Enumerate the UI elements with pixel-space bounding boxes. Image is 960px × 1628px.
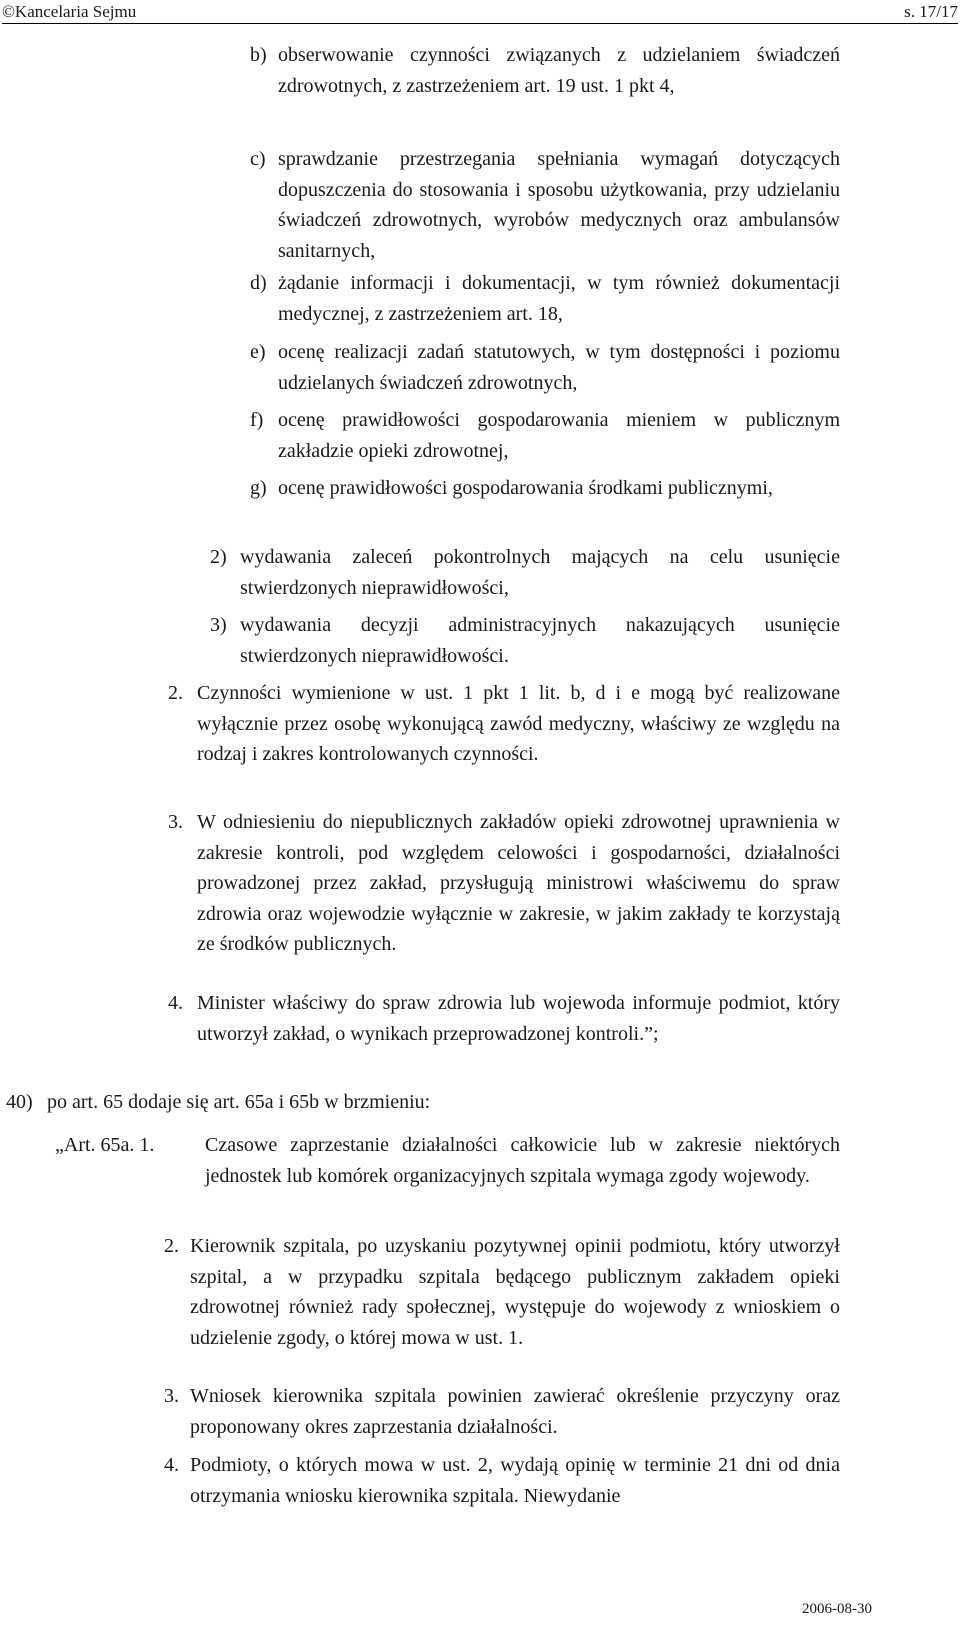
item-text: Czynności wymienione w ust. 1 pkt 1 lit. b, d i e mogą być realizowane wyłącznie przez osobę wykonującą zawód medyczny, właściwy ze względu na rodzaj i zakres kontrolowanych czynności.: [197, 682, 840, 765]
item-label: 4.: [168, 992, 183, 1014]
item-text: ocenę prawidłowości gospodarowania mieniem w publicznym zakładzie opieki zdrowotnej,: [278, 409, 840, 462]
item-g: [250, 473, 840, 504]
item-text: wydawania zaleceń pokontrolnych mających na celu usunięcie stwierdzonych nieprawidłowości,: [240, 546, 840, 599]
point-3: [210, 610, 840, 671]
page-number: s. 17/17: [904, 2, 958, 21]
item-d: [250, 268, 840, 329]
item-label: 2.: [168, 682, 183, 704]
item-text: sprawdzanie przestrzegania spełniania wymagań dotyczących dopuszczenia do stosowania i sposobu użytkowania, przy udzielaniu świadczeń zdrowotnych, wyrobów medycznych oraz ambulansów sanitarnych,: [278, 148, 840, 262]
item-label: 40): [6, 1091, 33, 1113]
item-text: Wniosek kierownika szpitala powinien zawierać określenie przyczyny oraz proponowany okres zaprzestania działalności.: [190, 1385, 840, 1438]
point-2: [210, 542, 840, 603]
copyright-label: ©Kancelaria Sejmu: [2, 2, 137, 21]
item-text: żądanie informacji i dokumentacji, w tym również dokumentacji medycznej, z zastrzeżeniem art. 18,: [278, 272, 840, 325]
article-65a-section-2: [164, 1231, 840, 1353]
item-label: 2.: [164, 1235, 179, 1257]
page-header: [2, 2, 958, 22]
item-text: wydawania decyzji administracyjnych nakazujących usunięcie stwierdzonych nieprawidłowości.: [240, 614, 840, 667]
header-rule: [2, 23, 958, 24]
item-f: [250, 405, 840, 466]
article-65a-section-4: [164, 1450, 840, 1511]
article-65a-section-3: [164, 1381, 840, 1442]
item-label: 2): [210, 546, 227, 568]
item-text: ocenę realizacji zadań statutowych, w tym dostępności i poziomu udzielanych świadczeń zdrowotnych,: [278, 341, 840, 394]
item-label: 3.: [168, 811, 183, 833]
item-label: f): [250, 409, 264, 431]
item-label: 3.: [164, 1385, 179, 1407]
item-label: g): [250, 477, 267, 499]
article-65a-section-1: [55, 1130, 840, 1191]
item-text: ocenę prawidłowości gospodarowania środkami publicznymi,: [278, 477, 773, 499]
section-3: [168, 807, 840, 960]
item-label: „Art. 65a. 1.: [55, 1134, 155, 1156]
item-text: Kierownik szpitala, po uzyskaniu pozytywnej opinii podmiotu, który utworzył szpital, a w przypadku szpitala będącego publicznym zakładem opieki zdrowotnej również rady społecznej, występuje do wojewody z wnioskiem o udzielenie zgody, o której mowa w ust. 1.: [190, 1235, 840, 1349]
item-label: b): [250, 44, 267, 66]
item-label: d): [250, 272, 267, 294]
item-e: [250, 337, 840, 398]
section-4: [168, 988, 840, 1049]
point-40: [6, 1087, 840, 1118]
item-text: Podmioty, o których mowa w ust. 2, wydają opinię w terminie 21 dni od dnia otrzymania wniosku kierownika szpitala. Niewydanie: [190, 1454, 840, 1507]
item-c: [250, 144, 840, 266]
item-text: Minister właściwy do spraw zdrowia lub wojewoda informuje podmiot, który utworzył zakład, o wynikach przeprowadzonej kontroli.”;: [197, 992, 840, 1045]
item-text: obserwowanie czynności związanych z udzielaniem świadczeń zdrowotnych, z zastrzeżeniem art. 19 ust. 1 pkt 4,: [278, 44, 840, 97]
item-text: po art. 65 dodaje się art. 65a i 65b w brzmieniu:: [47, 1091, 431, 1113]
item-label: e): [250, 341, 266, 363]
item-text: W odniesieniu do niepublicznych zakładów opieki zdrowotnej uprawnienia w zakresie kontroli, pod względem celowości i gospodarności, działalności prowadzonej przez zakład, przysługują ministrowi właściwemu do spraw zdrowia oraz wojewodzie wyłącznie w zakresie, w jakim zakłady te korzystają ze środków publicznych.: [197, 811, 840, 955]
document-date: 2006-08-30: [802, 1601, 872, 1617]
item-label: 3): [210, 614, 227, 636]
item-label: 4.: [164, 1454, 179, 1476]
item-b: [250, 40, 840, 101]
item-text: Czasowe zaprzestanie działalności całkowicie lub w zakresie niektórych jednostek lub komórek organizacyjnych szpitala wymaga zgody wojewody.: [205, 1134, 840, 1187]
item-label: c): [250, 148, 266, 170]
section-2: [168, 678, 840, 770]
